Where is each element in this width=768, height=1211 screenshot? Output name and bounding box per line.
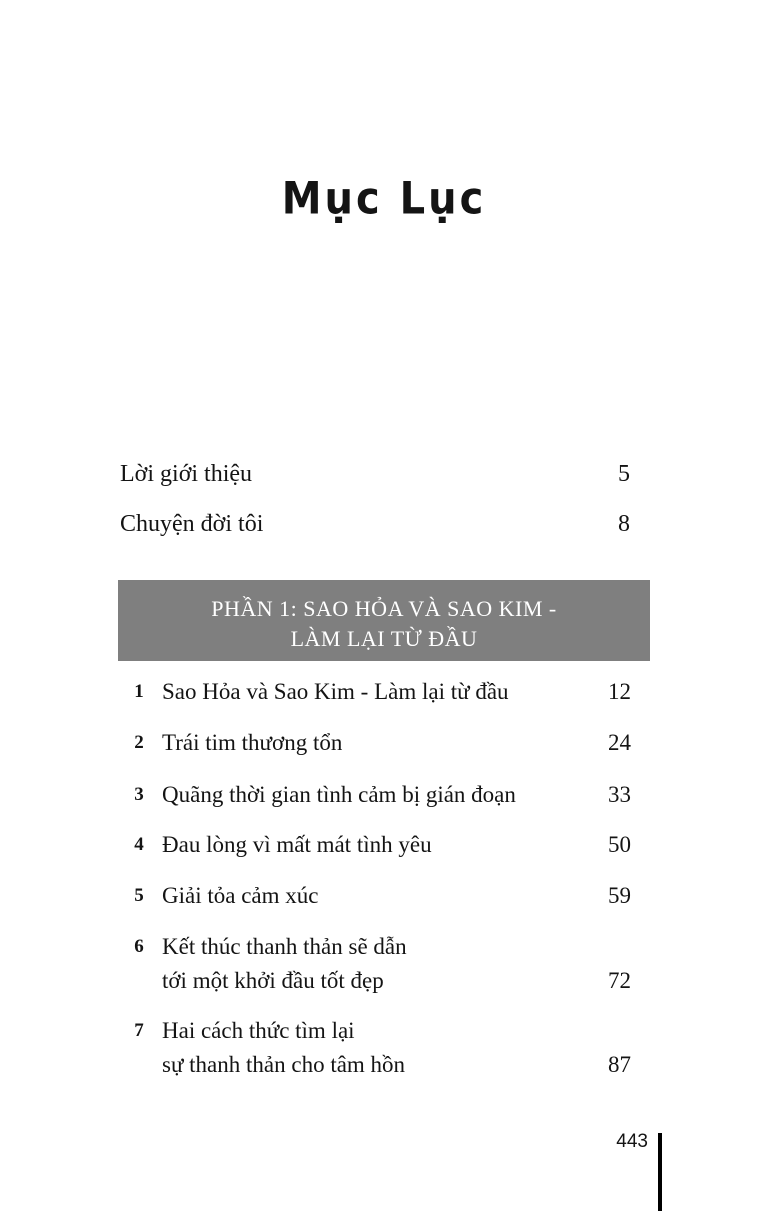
chapter-page: 12 — [608, 679, 631, 704]
chapter-title: Sao Hỏa và Sao Kim - Làm lại từ đầu — [162, 679, 509, 704]
chapter-page: 72 — [608, 968, 631, 993]
chapter-title: Giải tỏa cảm xúc — [162, 883, 319, 908]
chapter-page: 59 — [608, 883, 631, 908]
chapter-title: Trái tim thương tổn — [162, 730, 343, 755]
part-heading-line-2: LÀM LẠI TỪ ĐẦU — [290, 626, 478, 651]
chapter-page: 87 — [608, 1052, 631, 1077]
toc-entry-label: Chuyện đời tôi — [120, 511, 264, 537]
chapter-page: 50 — [608, 832, 631, 857]
toc-entry-my-story[interactable] — [120, 506, 630, 542]
toc-entry-page: 5 — [618, 461, 630, 487]
chapter-title: Quãng thời gian tình cảm bị gián đoạn — [162, 782, 516, 807]
chapter-page: 33 — [608, 782, 631, 807]
chapter-number: 4 — [134, 834, 144, 855]
chapter-title-line-1: Kết thúc thanh thản sẽ dẫn — [162, 934, 407, 959]
chapter-page: 24 — [608, 730, 631, 755]
chapter-title-line-1: Hai cách thức tìm lại — [162, 1018, 355, 1043]
chapter-number: 3 — [134, 784, 144, 805]
chapter-title-line-2: tới một khởi đầu tốt đẹp — [162, 968, 384, 993]
part-heading-banner — [118, 580, 650, 661]
chapter-title-line-2: sự thanh thản cho tâm hồn — [162, 1052, 406, 1077]
page-title: Mục Lục — [281, 173, 487, 225]
chapter-number: 6 — [134, 936, 144, 957]
toc-entry-introduction[interactable] — [120, 456, 630, 492]
chapter-number: 2 — [134, 732, 144, 753]
chapter-number: 1 — [134, 681, 144, 702]
chapter-title: Đau lòng vì mất mát tình yêu — [162, 832, 432, 857]
toc-entry-page: 8 — [618, 511, 630, 537]
part-heading-line-1: PHẦN 1: SAO HỎA VÀ SAO KIM - — [211, 596, 557, 621]
chapter-number: 7 — [134, 1020, 144, 1041]
page-number: 443 — [616, 1131, 648, 1152]
page-edge-rule — [658, 1133, 662, 1211]
chapter-number: 5 — [134, 885, 144, 906]
toc-entry-label: Lời giới thiệu — [120, 461, 253, 487]
